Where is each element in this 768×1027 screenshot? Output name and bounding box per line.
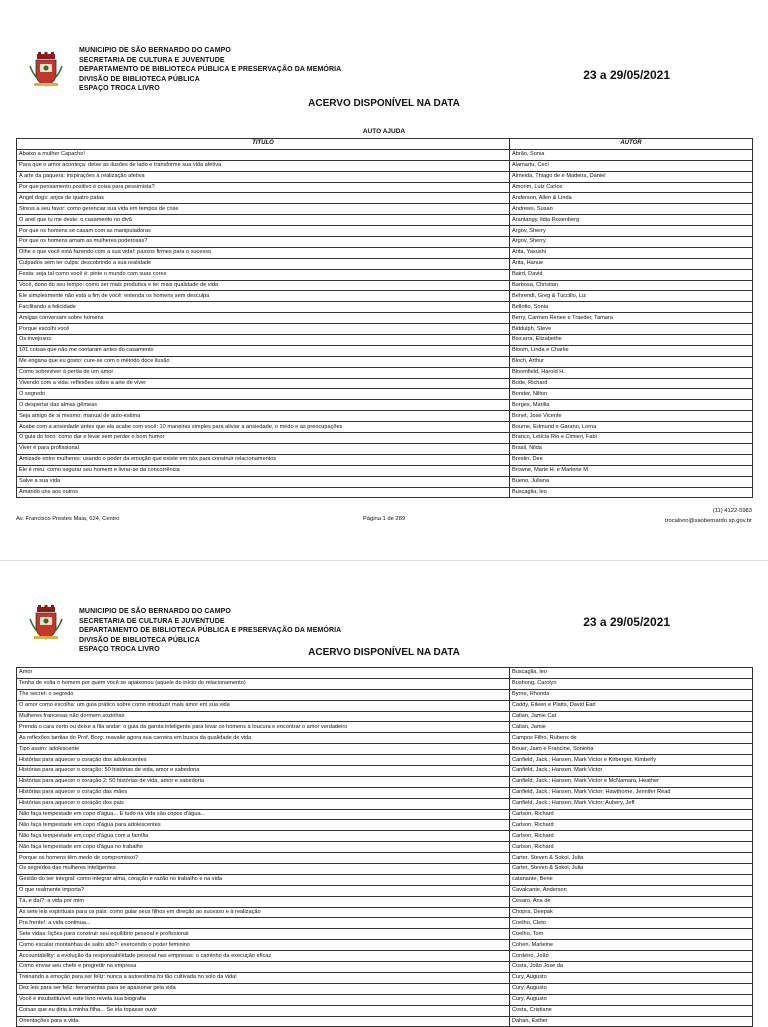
book-title-cell: Dez leis para ser feliz: ferramentas para se apaixonar pela vida (17, 983, 510, 994)
table-row (17, 313, 753, 324)
book-author-cell: Bushong, Carolyn (510, 678, 753, 689)
book-title-cell: Prenda o cara certo ou deixe a fila andar: o guia da garota inteligente para levar os homens à loucura e encontrar o amor verdadeiro (17, 722, 510, 733)
book-author-cell: Cury, Augusto (510, 972, 753, 983)
book-author-cell: Bode, Richard (510, 378, 753, 389)
footer-email: trocalivro@saobernardo.sp.gov.br (665, 518, 752, 524)
table-row (17, 820, 753, 831)
table-row (17, 324, 753, 335)
book-author-cell: Argov, Sherry (510, 226, 753, 237)
table-row (17, 874, 753, 885)
book-title-cell: Histórias para aquecer o coração das mães (17, 787, 510, 798)
table-row (17, 433, 753, 444)
book-author-cell: Branco, Letícia Rio e Cimieri, Fabi (510, 433, 753, 444)
table-row (17, 744, 753, 755)
book-title-cell: Ele simplesmente não está a fim de você: entenda os homens sem desculpa (17, 291, 510, 302)
book-author-cell: Carlson, Richard (510, 842, 753, 853)
table-row (17, 678, 753, 689)
table-row (17, 787, 753, 798)
book-author-cell: Amorim, Luiz Carlos (510, 182, 753, 193)
book-title-cell: Stress a seu favor: como gerenciar sua vida em tempos de crise (17, 204, 510, 215)
table-row (17, 885, 753, 896)
table-row (17, 454, 753, 465)
org-line-division: DIVISÃO DE BIBLIOTECA PÚBLICA (79, 636, 200, 644)
book-author-cell: Bellotto, Sonia (510, 302, 753, 313)
table-row (17, 247, 753, 258)
book-title-cell: Como escalar montanhas de salto alto?: exercendo o poder feminino (17, 940, 510, 951)
book-author-cell: Canfield, Jack.; Hansen, Mark Victor; Hawthorne, Jennifer Read (510, 787, 753, 798)
table-row (17, 411, 753, 422)
book-author-cell: Canfield, Jack.; Hansen, Mark Victor (510, 766, 753, 777)
book-title-cell: Por que os homens amam as mulheres poderosas? (17, 237, 510, 248)
book-author-cell: Cordeiro, João (510, 951, 753, 962)
book-title-cell: Gestão do ser integral: como integrar alma, coração e razão no trabalho e na vida (17, 874, 510, 885)
book-title-cell: Sete vidas: lições para construir seu equilíbrio pessoal e profissional (17, 929, 510, 940)
book-title-cell: Festa: seja tal como você é: pinte o mundo com suas cores (17, 269, 510, 280)
section-heading: AUTO AJUDA (362, 128, 406, 135)
book-title-cell: Por que pensamento positivo é coisa para pessimista? (17, 182, 510, 193)
book-author-cell: Carlson, Richard (510, 820, 753, 831)
table-row (17, 422, 753, 433)
book-title-cell: Não faça tempestade em copo d'água para adolescentes (17, 820, 510, 831)
book-author-cell: Carlson, Richard (510, 831, 753, 842)
table-row (17, 983, 753, 994)
book-author-cell: Cavalcante, Anderson (510, 885, 753, 896)
footer-page-number: Página 1 de 289 (362, 516, 406, 522)
book-author-cell: Arita, Hanue (510, 258, 753, 269)
table-row (17, 853, 753, 864)
book-title-cell: O segredo (17, 389, 510, 400)
municipal-coat-of-arms-icon (28, 605, 64, 641)
book-author-cell: Costa, Cristiane (510, 1005, 753, 1016)
book-title-cell: Por que os homens se casam com as manipuladoras (17, 226, 510, 237)
table-row (17, 776, 753, 787)
book-author-cell: Cesaro, Ana de (510, 896, 753, 907)
book-author-cell: Coelho, Tom (510, 929, 753, 940)
book-title-cell: Accountability: a evolução da responsabilidade pessoal nas empresas: o caminho da execução eficaz (17, 951, 510, 962)
catalog-table (16, 667, 753, 1027)
book-title-cell: Amor (17, 668, 510, 679)
date-range: 23 a 29/05/2021 (583, 615, 670, 629)
page-title: ACERVO DISPONÍVEL NA DATA (308, 647, 460, 658)
table-row (17, 711, 753, 722)
book-author-cell: Bueno, Juliana (510, 476, 753, 487)
book-author-cell: Andrews, Susan (510, 204, 753, 215)
book-author-cell: Biscarra, Elizabethe (510, 335, 753, 346)
book-title-cell: Porque escolhi você (17, 324, 510, 335)
table-row (17, 940, 753, 951)
book-title-cell: Você, dono do seu tempo: como ser mais produtiva e ter mais qualidade de vida (17, 280, 510, 291)
book-title-cell: Para que o amor aconteça: deixe as ilusões de lado e transforme sua vida afetiva (17, 160, 510, 171)
book-title-cell: Salve a sua vida (17, 476, 510, 487)
table-row (17, 160, 753, 171)
book-title-cell: Amando uns aos outros (17, 487, 510, 498)
book-title-cell: Como enviar seu chefe e progredir na empresa (17, 962, 510, 973)
table-row (17, 204, 753, 215)
book-author-cell: Canfield, Jack.; Hansen, Mark Victor e McNamara, Heather (510, 776, 753, 787)
book-title-cell: Tá, e daí?: a vida por mim (17, 896, 510, 907)
org-line-department: DEPARTAMENTO DE BIBLIOTECA PÚBLICA E PRESERVAÇÃO DA MEMÓRIA (79, 66, 342, 74)
book-title-cell: Amigas conversam sobre homens (17, 313, 510, 324)
book-author-cell: Carter, Steven & Sokol, Julia (510, 853, 753, 864)
book-title-cell: Mulheres francesas não dormem sozinhas (17, 711, 510, 722)
table-row (17, 668, 753, 679)
book-author-cell: Canfield, Jack.; Hansen, Mark Victor e Kirberger, Kimberly (510, 755, 753, 766)
catalog-table-body (17, 668, 753, 1027)
book-title-cell: Porque os homens têm medo de compromisso? (17, 853, 510, 864)
book-title-cell: Angel dogs: anjos de quatro patas (17, 193, 510, 204)
table-row (17, 356, 753, 367)
table-row (17, 766, 753, 777)
book-title-cell: As sete leis espirituais para os pais: como guiar seus filhos em direção ao sucesso e à realização (17, 907, 510, 918)
book-author-cell: Browne, Marie H. e Marlene M. (510, 465, 753, 476)
book-title-cell: Viver é para profissional (17, 443, 510, 454)
book-title-cell: Não faça tempestade em copo d'água no trabalho (17, 842, 510, 853)
table-row (17, 465, 753, 476)
book-author-cell: Borges, Marilia (510, 400, 753, 411)
organization-block (79, 46, 341, 94)
org-line-department: DEPARTAMENTO DE BIBLIOTECA PÚBLICA E PRESERVAÇÃO DA MEMÓRIA (79, 627, 342, 635)
table-header-row (17, 139, 753, 150)
book-title-cell: Os segredos das mulheres inteligentes (17, 864, 510, 875)
org-line-municipality: MUNICIPIO DE SÃO BERNARDO DO CAMPO (79, 608, 231, 615)
column-header-author: AUTOR (510, 139, 753, 150)
table-row (17, 809, 753, 820)
book-title-cell: Orientações para a vida (17, 1016, 510, 1027)
document-page-2 (0, 560, 768, 1025)
book-author-cell: Biddulph, Steve (510, 324, 753, 335)
table-row (17, 149, 753, 160)
table-row (17, 994, 753, 1005)
table-row (17, 755, 753, 766)
catalog-table-body (17, 149, 753, 498)
book-author-cell: Anderson, Allen & Linda (510, 193, 753, 204)
table-row (17, 367, 753, 378)
table-row (17, 929, 753, 940)
book-title-cell: Histórias para aquecer o coração dos pais (17, 798, 510, 809)
book-title-cell: Histórias para aquecer o coração dos adolescentes (17, 755, 510, 766)
org-line-municipality: MUNICIPIO DE SÃO BERNARDO DO CAMPO (79, 47, 231, 54)
book-author-cell: Bloom, Linda e Charlie (510, 345, 753, 356)
book-author-cell: Byrne, Rhonda (510, 689, 753, 700)
org-line-division: DIVISÃO DE BIBLIOTECA PÚBLICA (79, 75, 200, 83)
book-author-cell: Carlson, Richard (510, 809, 753, 820)
book-title-cell: O guia do toco: como dar e levar sem perder o bom humor (17, 433, 510, 444)
book-author-cell: Canfield, Jack.; Hansen, Mark Victor; Aubery, Jeff (510, 798, 753, 809)
table-row (17, 400, 753, 411)
book-author-cell: Arantangy, lidia Rosenberg (510, 215, 753, 226)
book-title-cell: The secret: o segredo (17, 689, 510, 700)
book-author-cell: catanante, Bene (510, 874, 753, 885)
book-title-cell: Tipo assim: adolescente (17, 744, 510, 755)
book-title-cell: Histórias para aquecer o coração: 50 histórias de vida, amor e sabedoria (17, 766, 510, 777)
table-row (17, 864, 753, 875)
table-row (17, 389, 753, 400)
book-title-cell: Não faça tempestade em copo d'água... E tudo na vida são copos d'água... (17, 809, 510, 820)
book-title-cell: Os invejosos (17, 335, 510, 346)
table-row (17, 722, 753, 733)
column-header-title: TÍTULO (17, 139, 510, 150)
table-row (17, 831, 753, 842)
book-author-cell: Bloomfield, Harold H. (510, 367, 753, 378)
book-title-cell: Ele é meu: como segurar seu homem e livrar-se da concorrência (17, 465, 510, 476)
table-row (17, 972, 753, 983)
book-author-cell: Callan, Jamie Cat (510, 711, 753, 722)
footer-address: Av. Francisco Prestes Maia, 624, Centro (16, 516, 120, 522)
page-footer (0, 506, 768, 536)
book-title-cell: Tenha de volta o homem por quem você se apaixonou (aquele do início do relacionamento) (17, 678, 510, 689)
book-author-cell: Behrendt, Greg & Tuccillo, Liz (510, 291, 753, 302)
municipal-coat-of-arms-icon (28, 52, 64, 88)
book-author-cell: Barbosa, Christian (510, 280, 753, 291)
footer-contact (665, 506, 752, 526)
book-author-cell: Brasil, Nilda (510, 443, 753, 454)
book-author-cell: Bourne, Edmund e Garano, Lorna (510, 422, 753, 433)
book-title-cell: Treinando a emoção para ser feliz: nunca a autoestima foi tão cultivada no solo da vida! (17, 972, 510, 983)
book-author-cell: Argov, Sherry (510, 237, 753, 248)
book-title-cell: Como sobreviver à perda de um amor (17, 367, 510, 378)
book-author-cell: Costa, João Jose da (510, 962, 753, 973)
org-line-space: ESPAÇO TROCA LIVRO (79, 85, 160, 93)
table-row (17, 291, 753, 302)
book-author-cell: Arita, Yasushi (510, 247, 753, 258)
table-row (17, 798, 753, 809)
book-author-cell: Brestin, Dee (510, 454, 753, 465)
book-author-cell: Bouer, Jairo e Francine, Soninha (510, 744, 753, 755)
book-title-cell: O amor como escolha: um guia prático sobre como introduzir mais amor em sua vida (17, 700, 510, 711)
page-header (0, 0, 768, 135)
book-title-cell: Você é insubstituível: este livro revela sua biografia (17, 994, 510, 1005)
org-line-space: ESPAÇO TROCA LIVRO (79, 646, 160, 654)
table-row (17, 302, 753, 313)
table-row (17, 258, 753, 269)
table-row (17, 487, 753, 498)
book-title-cell: Me engana que eu gosto: cure-se com o método doce ilusão (17, 356, 510, 367)
table-row (17, 171, 753, 182)
catalog-table (16, 138, 753, 498)
book-author-cell: Campos Filho, Rubens de (510, 733, 753, 744)
page-header (0, 561, 768, 671)
org-line-secretariat: SECRETARIA DE CULTURA E JUVENTUDE (79, 617, 225, 625)
book-title-cell: Não faça tempestade em copo d'água com a família (17, 831, 510, 842)
book-title-cell: O despertar das almas gêmeas (17, 400, 510, 411)
book-title-cell: 101 coisas que não me contaram antes do casamento (17, 345, 510, 356)
table-row (17, 689, 753, 700)
book-author-cell: Bloch, Arthur (510, 356, 753, 367)
book-title-cell: Vivendo com a vida: reflexões sobre a arte de viver (17, 378, 510, 389)
table-row (17, 345, 753, 356)
table-row (17, 918, 753, 929)
table-row (17, 280, 753, 291)
book-author-cell: Chopra, Deepak (510, 907, 753, 918)
table-row (17, 226, 753, 237)
book-title-cell: Coisas que eu diria à minha filha... Se ela topasse ouvir (17, 1005, 510, 1016)
book-title-cell: Seja amigo de si mesmo: manual de auto-estima (17, 411, 510, 422)
table-row (17, 700, 753, 711)
table-row (17, 378, 753, 389)
book-title-cell: Acabe com a ansiedade antes que ela acabe com você: 10 maneiras simples para aliviar a ansiedade, o medo e as preocupações (17, 422, 510, 433)
book-author-cell: Bonet, Jose Vicente (510, 411, 753, 422)
table-row (17, 951, 753, 962)
book-title-cell: Olhe o que você está fazendo com a sua vida!: passos firmes para o sucesso (17, 247, 510, 258)
table-row (17, 215, 753, 226)
book-title-cell: Facilitando a felicidade (17, 302, 510, 313)
table-row (17, 896, 753, 907)
table-row (17, 842, 753, 853)
table-row (17, 1016, 753, 1027)
page-title: ACERVO DISPONÍVEL NA DATA (308, 98, 460, 109)
book-title-cell: Pra frente!: a vida continua... (17, 918, 510, 929)
book-title-cell: Abaixo a mulher Capacho! (17, 149, 510, 160)
footer-phone: (11) 4122-5983 (712, 508, 752, 514)
book-title-cell: Amizade entre mulheres: usando o poder da emoção que existe em nós para construir relacionamentos (17, 454, 510, 465)
book-author-cell: Cohen, Marleine (510, 940, 753, 951)
book-author-cell: Baird, David (510, 269, 753, 280)
book-author-cell: Alamartu, Ceci (510, 160, 753, 171)
org-line-secretariat: SECRETARIA DE CULTURA E JUVENTUDE (79, 56, 225, 64)
book-title-cell: O que realmente importa? (17, 885, 510, 896)
book-author-cell: Almeida, Thiago de e Madeira, Daniel (510, 171, 753, 182)
book-author-cell: Bonder, Nilton (510, 389, 753, 400)
table-row (17, 269, 753, 280)
book-author-cell: Berry, Carmen Renee e Traeder, Tamara (510, 313, 753, 324)
table-row (17, 193, 753, 204)
table-row (17, 443, 753, 454)
book-author-cell: Caddy, Eileen e Platts, David Earl (510, 700, 753, 711)
book-author-cell: Cury, Augusto (510, 994, 753, 1005)
table-row (17, 962, 753, 973)
book-title-cell: O anel que tu me deste: o casamento no divã (17, 215, 510, 226)
table-row (17, 907, 753, 918)
book-title-cell: Histórias para aquecer o coração 2: 50 histórias de vida, amor e sabedoria (17, 776, 510, 787)
book-author-cell: Callan, Jamie (510, 722, 753, 733)
book-author-cell: Carter, Steven & Sokol, Julia (510, 864, 753, 875)
book-title-cell: As reflexões tardias do Prof. Borg: reavalie agora sua carreira em busca da qualidade de vida (17, 733, 510, 744)
table-row (17, 1005, 753, 1016)
book-author-cell: Abrão, Sonia (510, 149, 753, 160)
book-author-cell: Buscaglia, leo (510, 487, 753, 498)
table-row (17, 733, 753, 744)
table-row (17, 182, 753, 193)
table-row (17, 335, 753, 346)
date-range: 23 a 29/05/2021 (583, 68, 670, 82)
book-author-cell: Dahan, Esther (510, 1016, 753, 1027)
book-title-cell: A arte da paquera: inspirações à realização afetiva (17, 171, 510, 182)
table-row (17, 476, 753, 487)
table-row (17, 237, 753, 248)
book-author-cell: Cury, Augusto (510, 983, 753, 994)
book-author-cell: Buscaglia, leo (510, 668, 753, 679)
book-title-cell: Culpados sem ter culpa: descobrindo a sua realidade (17, 258, 510, 269)
book-author-cell: Coelho, Cleto (510, 918, 753, 929)
